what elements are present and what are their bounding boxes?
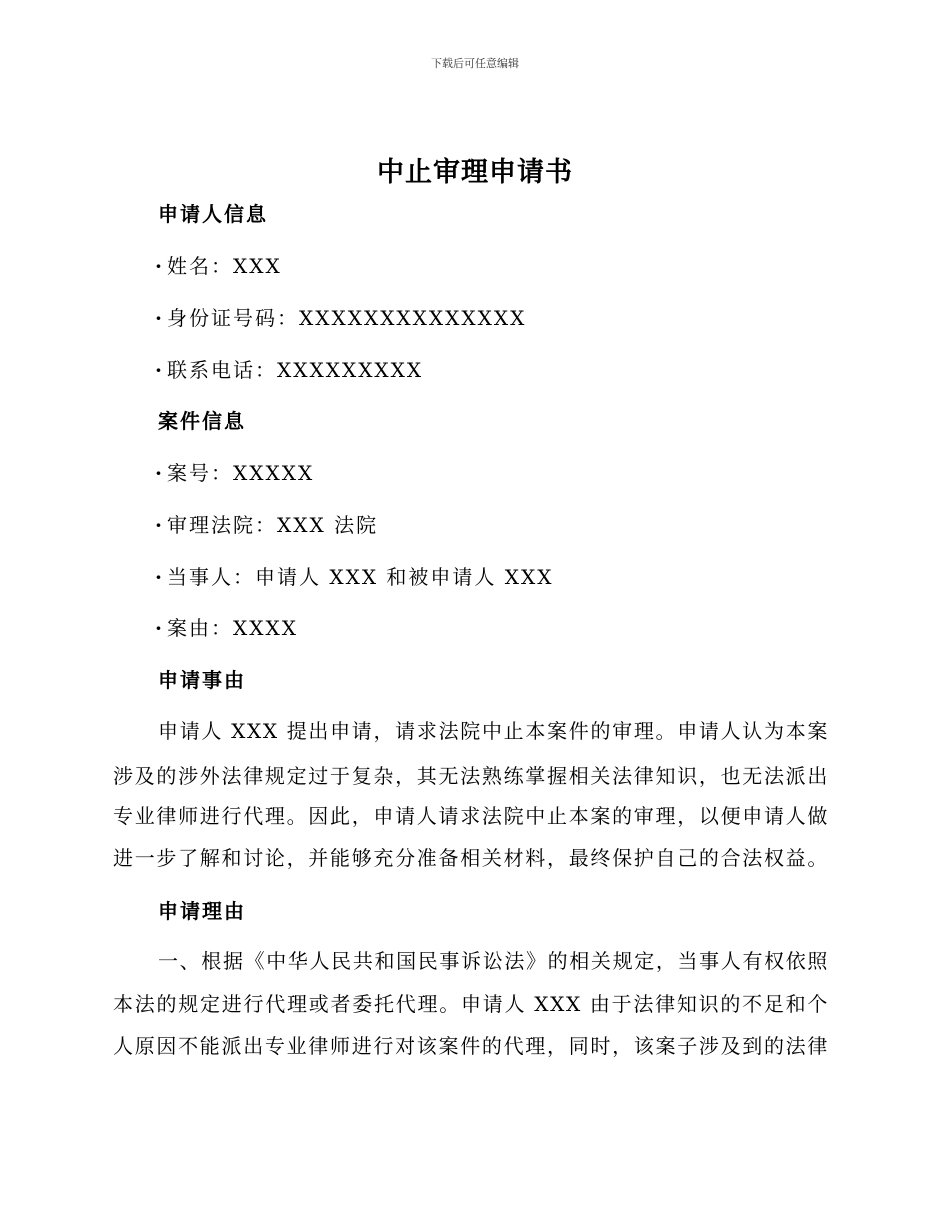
item-label: 身份证号码： <box>167 306 299 330</box>
case-cause-item <box>155 612 298 641</box>
bullet-icon: · <box>155 513 164 537</box>
item-label: 审理法院： <box>167 513 277 537</box>
bullet-icon: · <box>155 358 164 382</box>
item-label: 案号： <box>167 461 233 485</box>
case-parties-item <box>155 561 554 590</box>
reason-paragraph-line: 本法的规定进行代理或者委托代理。申请人 XXX 由于法律知识的不足和个 <box>113 992 829 1016</box>
bullet-icon: · <box>155 616 164 640</box>
applicant-phone-item <box>155 354 423 383</box>
applicant-id-item <box>155 302 526 331</box>
item-value: XXXXXXXXXXXXXX <box>299 306 527 330</box>
matter-paragraph-line: 专业律师进行代理。因此，申请人请求法院中止本案的审理，以便申请人做 <box>113 804 829 828</box>
bullet-icon: · <box>155 565 164 589</box>
item-value: XXXXX <box>233 461 315 485</box>
item-value: XXX <box>233 254 282 278</box>
item-label: 案由： <box>167 616 233 640</box>
item-value: XXX 法院 <box>277 513 379 537</box>
item-value: XXXX <box>233 616 298 640</box>
section-heading-case: 案件信息 <box>158 409 246 433</box>
document-title: 中止审理申请书 <box>377 157 573 188</box>
item-value: 申请人 XXX 和被申请人 XXX <box>255 565 554 589</box>
case-court-item <box>155 509 378 538</box>
matter-paragraph-line: 进一步了解和讨论，并能够充分准备相关材料，最终保护自己的合法权益。 <box>113 846 829 870</box>
section-heading-applicant: 申请人信息 <box>158 202 268 226</box>
matter-paragraph-line: 涉及的涉外法律规定过于复杂，其无法熟练掌握相关法律知识，也无法派出 <box>113 764 829 788</box>
reason-paragraph-line: 一、根据《中华人民共和国民事诉讼法》的相关规定，当事人有权依照 <box>158 949 829 973</box>
item-label: 联系电话： <box>167 358 277 382</box>
reason-paragraph-line: 人原因不能派出专业律师进行对该案件的代理，同时，该案子涉及到的法律 <box>113 1034 829 1058</box>
item-value: XXXXXXXXX <box>277 358 424 382</box>
bullet-icon: · <box>155 306 164 330</box>
bullet-icon: · <box>155 254 164 278</box>
matter-paragraph-line: 申请人 XXX 提出申请，请求法院中止本案件的审理。申请人认为本案 <box>158 719 829 743</box>
bullet-icon: · <box>155 461 164 485</box>
page-header-note: 下载后可任意编辑 <box>431 57 519 70</box>
section-heading-reason: 申请理由 <box>158 899 246 923</box>
item-label: 当事人： <box>167 565 255 589</box>
section-heading-matter: 申请事由 <box>158 668 246 692</box>
applicant-name-item <box>155 250 282 279</box>
case-number-item <box>155 457 314 486</box>
item-label: 姓名： <box>167 254 233 278</box>
